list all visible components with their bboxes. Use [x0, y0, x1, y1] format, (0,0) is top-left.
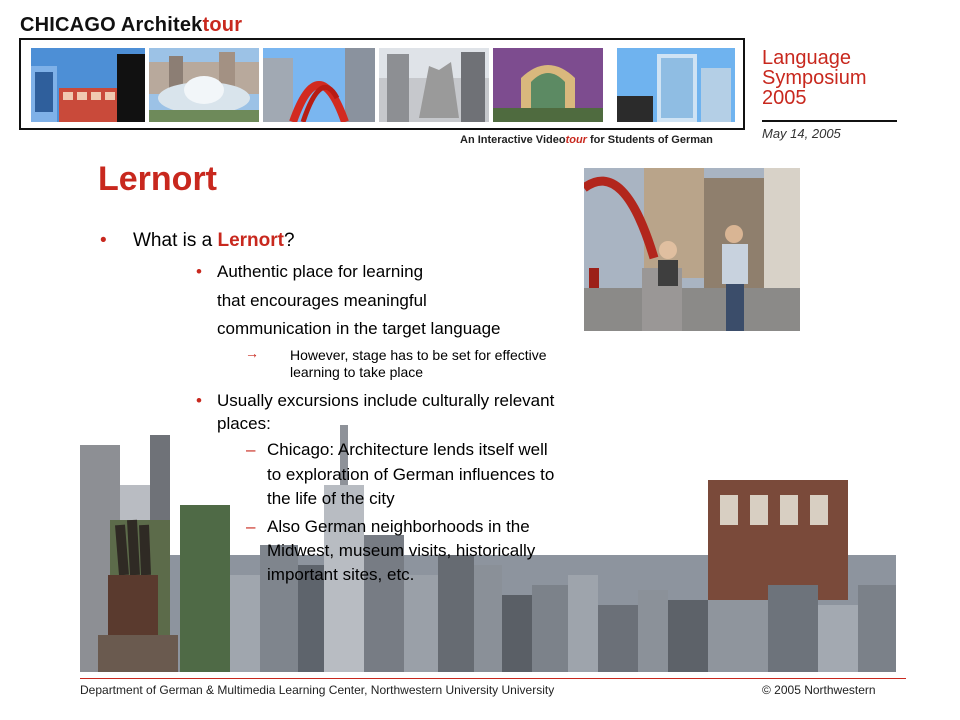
note-line-2: learning to take place [290, 364, 424, 380]
bullet-marker-3: • [196, 391, 202, 410]
symposium-line-2: Symposium [762, 67, 867, 89]
banner-photo-strip [19, 38, 745, 130]
brand-suffix-1: Architek [120, 14, 203, 36]
symposium-title [762, 48, 866, 108]
banner-photo-1 [31, 48, 145, 122]
students-photo [584, 168, 800, 331]
also-line-1: Also German neighborhoods in the [267, 517, 530, 536]
also-line-3: important sites, etc. [267, 565, 415, 584]
question-keyword: Lernort [217, 230, 284, 251]
brand-title [20, 14, 242, 37]
symposium-divider [762, 120, 897, 122]
tagline-emph: tour [565, 134, 587, 146]
chicago-line-2: to exploration of German influences to [267, 465, 555, 484]
banner-photo-4 [379, 48, 489, 122]
footer-copyright: © 2005 Northwestern [762, 683, 876, 697]
tagline-prefix: An Interactive Video [460, 134, 566, 146]
question-suffix: ? [283, 230, 295, 251]
definition-line-3: communication in the target language [217, 319, 501, 338]
chicago-line-3: the life of the city [267, 489, 395, 508]
symposium-line-1: Language [762, 47, 851, 69]
banner-photo-6 [617, 48, 735, 122]
chicago-line-1: Chicago: Architecture lends itself well [267, 440, 548, 459]
footer-divider [80, 678, 906, 679]
banner-tagline [460, 134, 713, 146]
symposium-line-3: 2005 [762, 87, 807, 109]
dash-marker-1: – [246, 440, 256, 459]
question-prefix: What is a [133, 230, 218, 251]
banner-photo-2 [149, 48, 259, 122]
excursions-line-2: places: [217, 414, 271, 433]
note-line-1: However, stage has to be set for effective [290, 347, 547, 363]
dash-marker-2: – [246, 517, 256, 536]
slide-title: Lernort [98, 160, 217, 198]
banner-photo-5 [493, 48, 603, 122]
footer-department: Department of German & Multimedia Learning Center, Northwestern University University [80, 683, 555, 697]
lernort-question [133, 230, 295, 252]
bullet-lernort [100, 230, 107, 252]
also-line-2: Midwest, museum visits, historically [267, 541, 536, 560]
tagline-suffix: for Students of German [586, 134, 713, 146]
definition-line-2: that encourages meaningful [217, 291, 427, 310]
excursions-line-1: Usually excursions include culturally relevant [217, 391, 555, 410]
brand-prefix: CHICAGO [20, 14, 121, 36]
symposium-date: May 14, 2005 [762, 126, 841, 141]
bullet-marker-2: • [196, 262, 202, 281]
definition-line-1: Authentic place for learning [217, 262, 424, 281]
arrow-icon: → [245, 345, 259, 361]
bullet-marker: • [100, 230, 107, 251]
banner-photo-3 [263, 48, 375, 122]
brand-suffix-2: tour [202, 14, 243, 36]
